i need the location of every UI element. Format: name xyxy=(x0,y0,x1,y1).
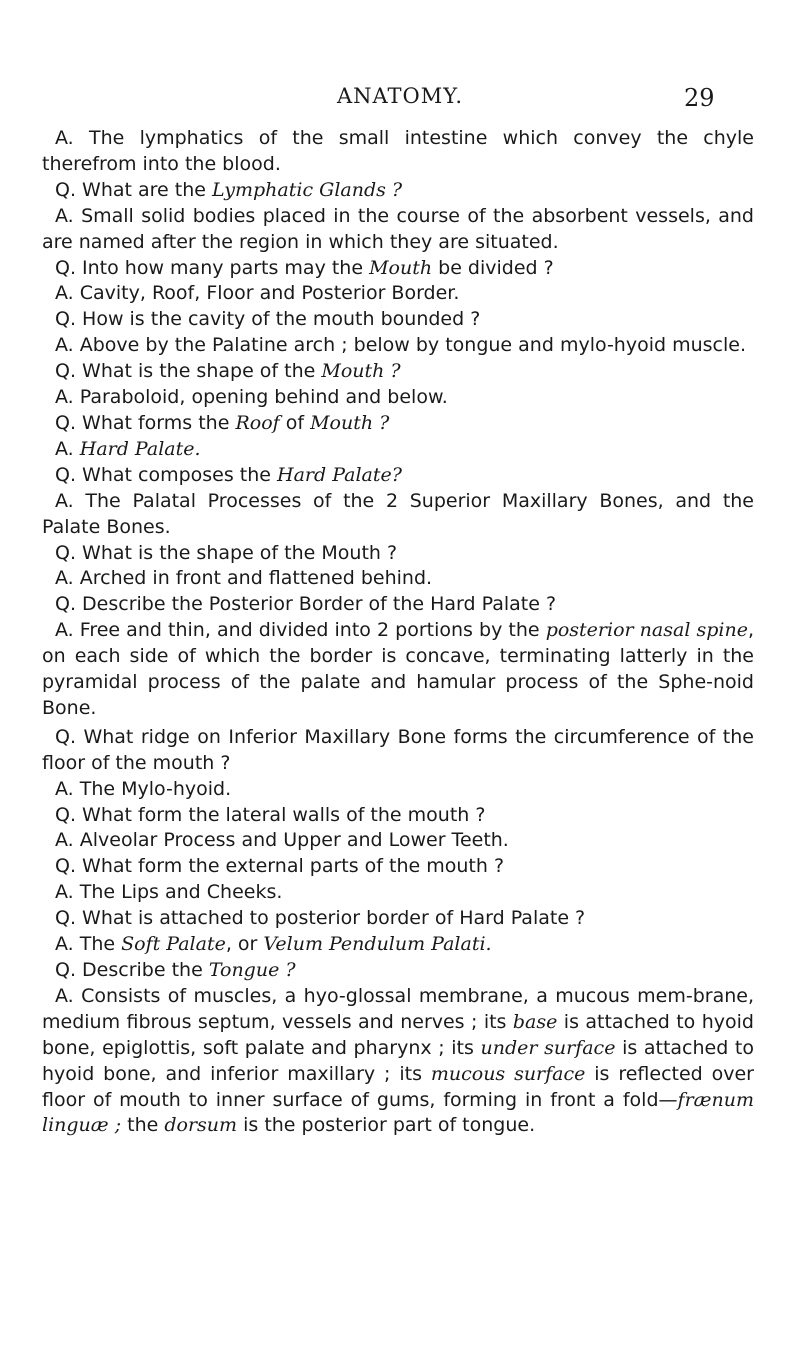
text-run: A. Above by the Palatine arch ; below by tongue and mylo-hyoid muscle. xyxy=(55,334,747,357)
italic-term: mucous surface xyxy=(430,1062,586,1085)
text-run: the xyxy=(121,1114,165,1137)
question-paragraph xyxy=(42,592,754,618)
text-run: A. Small solid bodies placed in the course of the absorbent vessels, and are named after the region in which they are situated. xyxy=(42,204,754,253)
text-run: Q. What form the external parts of the mouth ? xyxy=(55,855,505,878)
italic-term: Hard Palate? xyxy=(277,463,402,486)
text-run: Q. What is attached to posterior border of Hard Palate ? xyxy=(55,907,586,930)
text-run: A. The Mylo-hyoid. xyxy=(55,777,232,800)
text-run: be divided ? xyxy=(432,256,554,279)
answer-paragraph xyxy=(42,618,754,722)
text-run: A. Consists of muscles, a hyo-glossal membrane, a mucous mem-brane, medium fibrous septum, vessels and nerves ; its xyxy=(42,984,754,1033)
text-run: Q. Describe the xyxy=(55,959,209,981)
text-run: A. Paraboloid, opening behind and below. xyxy=(55,386,448,409)
question-paragraph xyxy=(42,803,754,829)
question-paragraph xyxy=(42,411,754,437)
text-run: Q. What are the xyxy=(55,178,212,201)
text-run: , or xyxy=(225,933,264,956)
answer-paragraph xyxy=(42,333,754,359)
answer-paragraph xyxy=(42,489,754,541)
text-run: A. Arched in front and flattened behind. xyxy=(55,567,433,590)
text-run: Q. What form the lateral walls of the mouth ? xyxy=(55,803,486,826)
italic-term: Roof xyxy=(235,411,280,434)
text-run: A. Alveolar Process and Upper and Lower Teeth. xyxy=(55,829,509,852)
question-paragraph xyxy=(42,256,754,282)
italic-term: base xyxy=(512,1010,558,1033)
text-run: Q. What is the shape of the Mouth ? xyxy=(55,541,398,564)
text-run: is attached to hyoid bone, epiglottis, soft palate and pharynx ; its xyxy=(42,1010,754,1059)
page-body xyxy=(42,126,754,1139)
italic-term: posterior nasal spine xyxy=(545,619,748,642)
text-run: Q. What ridge on Inferior Maxillary Bone forms the circumference of the floor of the mouth ? xyxy=(42,725,754,774)
italic-term: Lymphatic Glands ? xyxy=(211,178,403,201)
italic-term: under surface xyxy=(480,1036,616,1059)
text-run: is attached to hyoid bone, and inferior maxillary ; its xyxy=(42,1036,754,1085)
answer-paragraph xyxy=(42,281,754,307)
italic-term: Mouth ? xyxy=(310,411,390,434)
answer-paragraph xyxy=(42,566,754,592)
question-paragraph xyxy=(42,359,754,385)
text-run: is the posterior part of tongue. xyxy=(237,1114,536,1137)
text-run: A. Cavity, Roof, Floor and Posterior Border. xyxy=(55,282,460,305)
question-paragraph xyxy=(42,541,754,567)
text-run: A. The xyxy=(55,933,122,956)
text-run: Q. What composes the xyxy=(55,463,278,486)
italic-term: Mouth xyxy=(369,256,433,279)
text-run: A. The Palatal Processes of the 2 Superior Maxillary Bones, and the Palate Bones. xyxy=(42,489,754,538)
italic-term: dorsum xyxy=(164,1114,238,1137)
italic-term: Hard Palate. xyxy=(79,437,201,460)
question-paragraph xyxy=(42,906,754,932)
text-run: Q. Into how many parts may the xyxy=(55,256,370,279)
answer-paragraph xyxy=(42,777,754,803)
italic-term: Soft Palate xyxy=(121,933,226,956)
question-paragraph xyxy=(42,958,754,984)
running-head: ANATOMY. xyxy=(336,84,464,108)
answer-paragraph xyxy=(42,437,754,463)
italic-term: Mouth ? xyxy=(321,360,401,383)
text-run: of xyxy=(279,411,311,434)
answer-paragraph xyxy=(42,984,754,1139)
page-number: 29 xyxy=(684,84,715,112)
answer-paragraph xyxy=(42,204,754,256)
italic-term: Tongue ? xyxy=(208,959,296,981)
question-paragraph xyxy=(42,854,754,880)
text-run: A. The Lips and Cheeks. xyxy=(55,881,283,904)
text-run: Q. What is the shape of the xyxy=(55,360,322,383)
text-run: Q. What forms the xyxy=(55,411,236,434)
answer-paragraph xyxy=(42,828,754,854)
italic-term: frænum linguæ ; xyxy=(42,1088,754,1137)
question-paragraph xyxy=(42,307,754,333)
answer-paragraph xyxy=(42,932,754,958)
text-run: A. Free and thin, and divided into 2 portions by the xyxy=(55,619,546,642)
answer-paragraph xyxy=(42,126,754,178)
question-paragraph xyxy=(42,463,754,489)
text-run: Q. How is the cavity of the mouth bounded ? xyxy=(55,308,481,331)
answer-paragraph xyxy=(42,880,754,906)
text-run: A. xyxy=(55,437,80,460)
italic-term: Velum Pendulum Palati. xyxy=(263,933,492,956)
question-paragraph xyxy=(42,178,754,204)
text-run: , on each side of which the border is concave, terminating latterly in the pyramidal process of the palate and hamular process of the Sphe-noid Bone. xyxy=(42,619,754,719)
text-run: A. The lymphatics of the small intestine which convey the chyle therefrom into the blood. xyxy=(42,127,754,175)
question-paragraph xyxy=(42,725,754,777)
text-run: is reflected over floor of mouth to inner surface of gums, forming in front a fold— xyxy=(42,1062,754,1111)
answer-paragraph xyxy=(42,385,754,411)
text-run: Q. Describe the Posterior Border of the Hard Palate ? xyxy=(55,593,557,616)
